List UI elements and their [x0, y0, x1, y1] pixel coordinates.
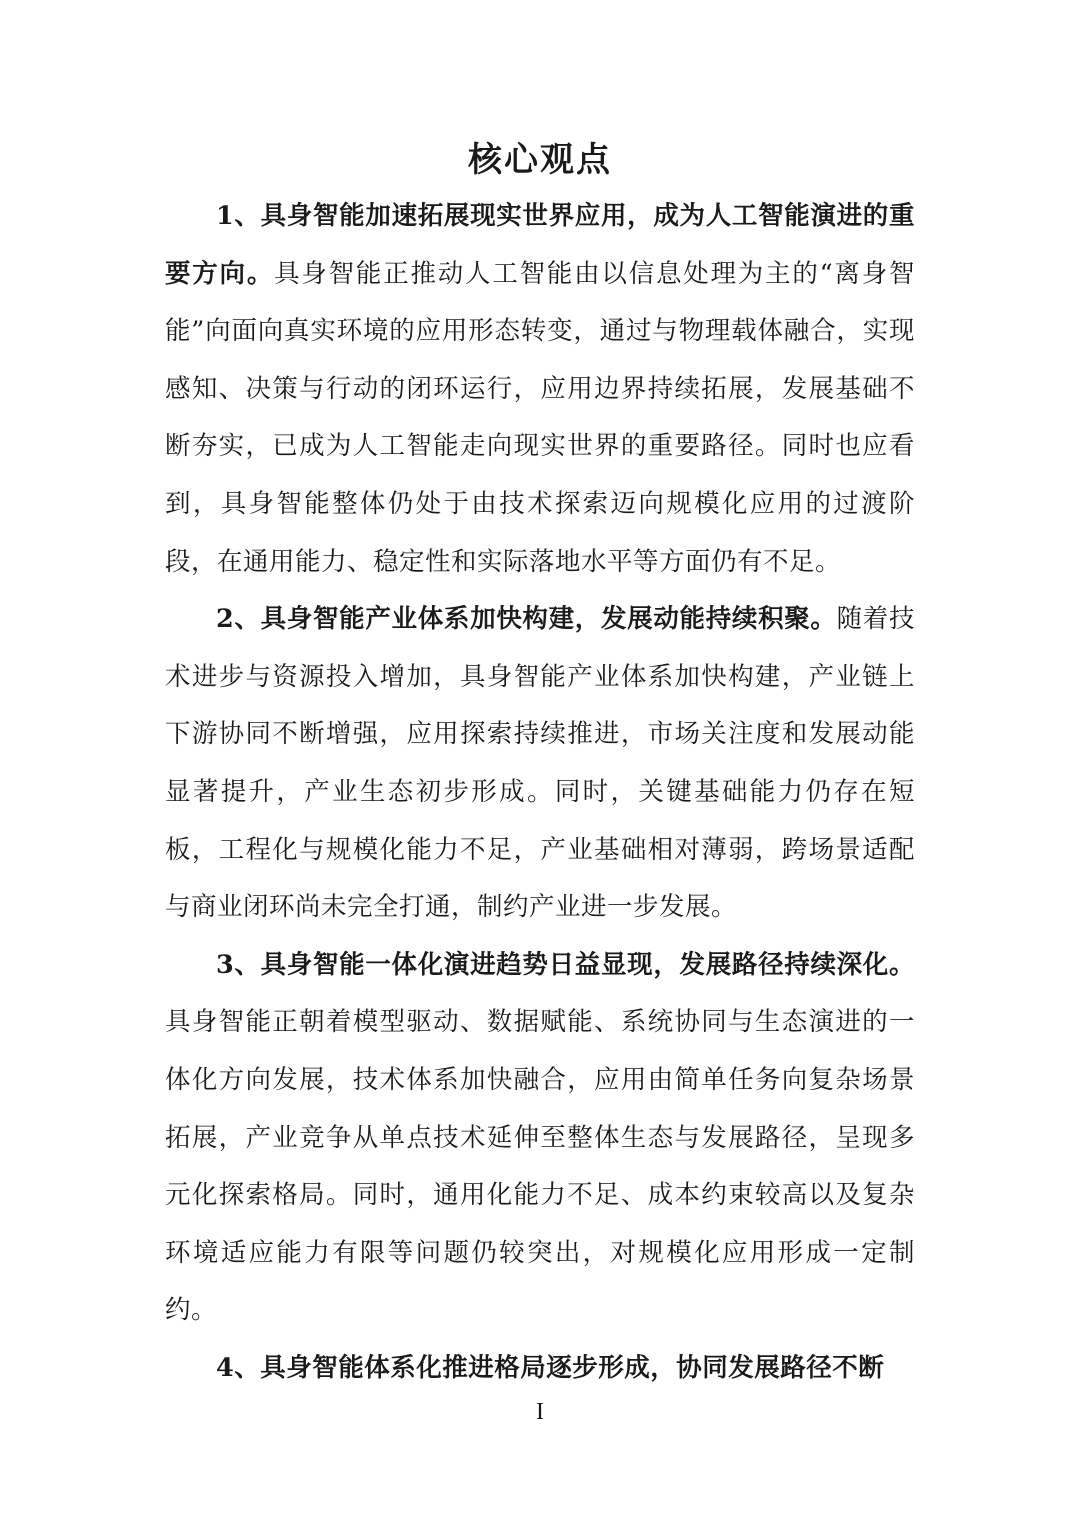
key-point-number: 4	[216, 1352, 235, 1383]
key-point-heading: 、具身智能加速拓展现实世界应用，成为人工智能演进的重要方向。	[165, 201, 915, 289]
key-point-paragraph-3	[165, 937, 915, 1340]
key-points-body	[165, 188, 915, 1397]
key-point-paragraph-4	[165, 1340, 915, 1398]
key-point-number: 3	[216, 949, 235, 980]
key-point-paragraph-2	[165, 591, 915, 937]
key-point-text: 具身智能正朝着模型驱动、数据赋能、系统协同与生态演进的一体化方向发展，技术体系加快融合，应用由简单任务向复杂场景拓展，产业竞争从单点技术延伸至整体生态与发展路径，呈现多元化探索格局。同时，通用化能力不足、成本约束较高以及复杂环境适应能力有限等问题仍较突出，对规模化应用形成一定制约。	[165, 1007, 915, 1326]
key-point-paragraph-1	[165, 188, 915, 591]
page-number: I	[536, 1399, 544, 1425]
key-point-heading: 、具身智能一体化演进趋势日益显现，发展路径持续深化。	[234, 949, 915, 980]
key-point-number: 1	[216, 201, 235, 231]
key-point-text: 随着技术进步与资源投入增加，具身智能产业体系加快构建，产业链上下游协同不断增强，应用探索持续推进，市场关注度和发展动能显著提升，产业生态初步形成。同时，关键基础能力仍存在短板，工程化与规模化能力不足，产业基础相对薄弱，跨场景适配与商业闭环尚未完全打通，制约产业进一步发展。	[165, 604, 915, 923]
page-title: 核心观点	[468, 140, 612, 180]
key-point-number: 2	[216, 604, 235, 635]
key-point-heading: 、具身智能产业体系加快构建，发展动能持续积聚。	[234, 604, 837, 635]
key-point-text: 具身智能正推动人工智能由以信息处理为主的“离身智能”向面向真实环境的应用形态转变，通过与物理载体融合，实现感知、决策与行动的闭环运行，应用边界持续拓展，发展基础不断夯实，已成为人工智能走向现实世界的重要路径。同时也应看到，具身智能整体仍处于由技术探索迈向规模化应用的过渡阶段，在通用能力、稳定性和实际落地水平等方面仍有不足。	[165, 258, 915, 577]
key-point-heading: 、具身智能体系化推进格局逐步形成，协同发展路径不断	[234, 1352, 885, 1383]
